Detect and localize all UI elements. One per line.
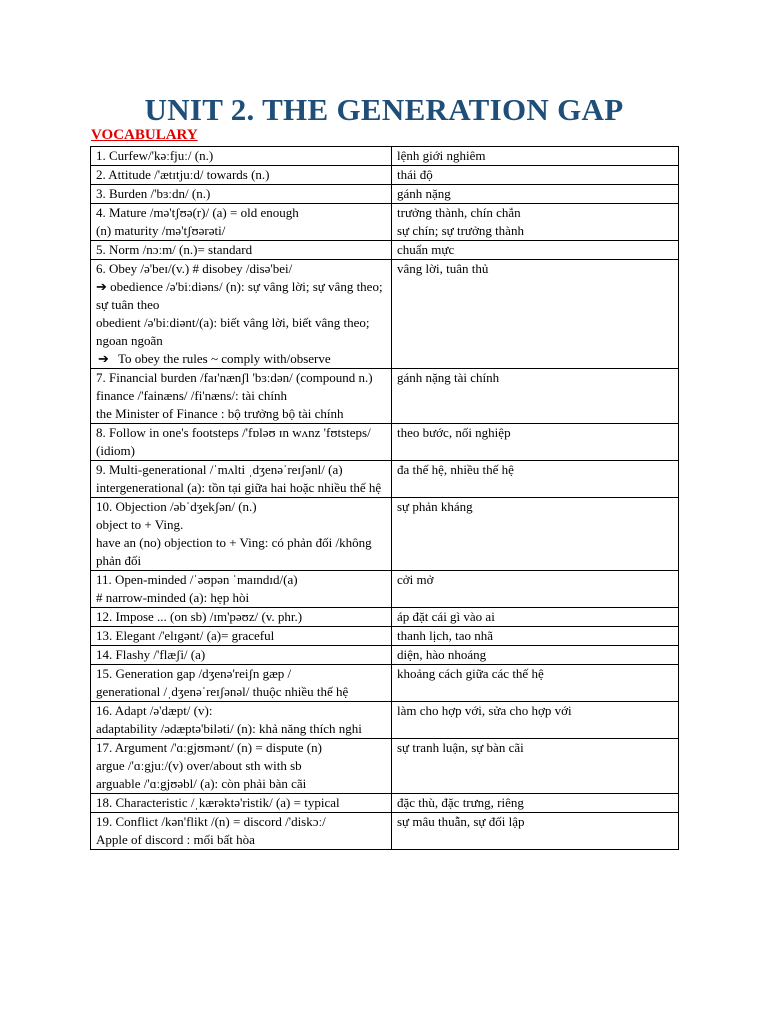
- table-row: [91, 369, 679, 424]
- meaning-line: vâng lời, tuân thủ: [397, 261, 489, 276]
- table-row: [91, 166, 679, 185]
- meaning-cell: [392, 739, 679, 794]
- table-row: [91, 185, 679, 204]
- meaning-cell: [392, 498, 679, 571]
- term-line: 2. Attitude /'ætɪtjuːd/ towards (n.): [96, 167, 270, 182]
- table-row: [91, 260, 679, 369]
- term-cell: [91, 369, 392, 424]
- meaning-line: gánh nặng: [397, 186, 451, 201]
- vocabulary-table: [90, 146, 679, 850]
- meaning-line: chuẩn mực: [397, 242, 455, 257]
- meaning-line: thái độ: [397, 167, 433, 182]
- term-cell: [91, 147, 392, 166]
- term-note: [96, 350, 387, 368]
- term-line: 7. Financial burden /faɪ'nænʃl 'bɜːdən/ (compound n.): [96, 370, 373, 385]
- term-line: arguable /'ɑːgjʊəbl/ (a): còn phải bàn cãi: [96, 776, 307, 791]
- term-cell: [91, 571, 392, 608]
- term-line: 15. Generation gap /dʒenə'reiʃn gæp /: [96, 666, 292, 681]
- meaning-cell: [392, 813, 679, 850]
- meaning-cell: [392, 646, 679, 665]
- meaning-line: thanh lịch, tao nhã: [397, 628, 494, 643]
- term-cell: [91, 646, 392, 665]
- meaning-line: đa thế hệ, nhiều thế hệ: [397, 462, 514, 477]
- page-title: UNIT 2. THE GENERATION GAP: [144, 92, 624, 127]
- meaning-cell: [392, 260, 679, 369]
- term-line: generational /ˌdʒenəˈreɪʃənəl/ thuộc nhiều thế hệ: [96, 684, 349, 699]
- meaning-cell: [392, 461, 679, 498]
- meaning-cell: [392, 608, 679, 627]
- term-line: 14. Flashy /'flæʃi/ (a): [96, 647, 206, 662]
- term-line: obedient /ə'biːdiənt/(a): biết vâng lời, biết vâng theo; ngoan ngoãn: [96, 315, 370, 348]
- table-row: [91, 608, 679, 627]
- term-line: 13. Elegant /'elɪgənt/ (a)= graceful: [96, 628, 275, 643]
- term-line: 12. Impose ... (on sb) /ɪm'pəʊz/ (v. phr.): [96, 609, 303, 624]
- meaning-line: diện, hào nhoáng: [397, 647, 487, 662]
- meaning-line: áp đặt cái gì vào ai: [397, 609, 495, 624]
- table-row: [91, 646, 679, 665]
- meaning-cell: [392, 665, 679, 702]
- table-row: [91, 794, 679, 813]
- table-row: [91, 627, 679, 646]
- meaning-line: gánh nặng tài chính: [397, 370, 500, 385]
- term-cell: [91, 665, 392, 702]
- meaning-cell: [392, 702, 679, 739]
- term-cell: [91, 627, 392, 646]
- term-line: To obey the rules ~ comply with/observe: [118, 351, 331, 366]
- right-arrow-icon: ➔: [98, 351, 109, 366]
- table-row: [91, 241, 679, 260]
- term-cell: [91, 241, 392, 260]
- term-line: 1. Curfew/'kəːfjuː/ (n.): [96, 148, 214, 163]
- table-row: [91, 498, 679, 571]
- term-line: argue /'ɑːgjuː/(v) over/about sth with sb: [96, 758, 302, 773]
- table-row: [91, 813, 679, 850]
- meaning-cell: [392, 627, 679, 646]
- term-cell: [91, 739, 392, 794]
- term-line: the Minister of Finance : bộ trưởng bộ tài chính: [96, 406, 344, 421]
- meaning-cell: [392, 241, 679, 260]
- term-line: 19. Conflict /kən'flikt /(n) = discord /'diskɔː/: [96, 814, 326, 829]
- term-cell: [91, 813, 392, 850]
- meaning-cell: [392, 794, 679, 813]
- section-heading-vocabulary: VOCABULARY: [91, 127, 198, 143]
- term-line: have an (no) objection to + Ving: có phản đối /không phản đối: [96, 535, 372, 568]
- meaning-line: khoảng cách giữa các thế hệ: [397, 666, 544, 681]
- meaning-cell: [392, 204, 679, 241]
- term-cell: [91, 260, 392, 369]
- term-line: 5. Norm /nɔːm/ (n.)= standard: [96, 242, 253, 257]
- term-cell: [91, 185, 392, 204]
- meaning-cell: [392, 369, 679, 424]
- meaning-cell: [392, 424, 679, 461]
- term-cell: [91, 608, 392, 627]
- term-line: object to + Ving.: [96, 517, 184, 532]
- term-cell: [91, 204, 392, 241]
- term-line: intergenerational (a): tồn tại giữa hai hoặc nhiều thế hệ: [96, 480, 382, 495]
- term-line: Apple of discord : mối bất hòa: [96, 832, 255, 847]
- term-line: (n) maturity /mə'tʃʊərəti/: [96, 223, 226, 238]
- table-row: [91, 739, 679, 794]
- term-line: 6. Obey /ə'beɪ/(v.) # disobey /disə'bei/: [96, 261, 293, 276]
- term-line: 4. Mature /mə'tʃʊə(r)/ (a) = old enough: [96, 205, 299, 220]
- term-line: # narrow-minded (a): hẹp hòi: [96, 590, 250, 605]
- term-cell: [91, 794, 392, 813]
- term-line: 10. Objection /əbˈdʒekʃən/ (n.): [96, 499, 257, 514]
- meaning-line: đặc thù, đặc trưng, riêng: [397, 795, 524, 810]
- term-line: 9. Multi-generational /ˈmʌlti ˌdʒenəˈreɪʃənl/ (a): [96, 462, 343, 477]
- term-line: finance /'fainæns/ /fi'næns/: tài chính: [96, 388, 287, 403]
- table-row: [91, 461, 679, 498]
- term-line: ➔ obedience /ə'biːdiəns/ (n): sự vâng lời; sự vâng theo; sự tuân theo: [96, 279, 383, 312]
- term-line: 8. Follow in one's footsteps /'fɒləʊ ɪn wʌnz 'fʊtsteps/ (idiom): [96, 425, 371, 458]
- term-line: adaptability /ədæptə'biləti/ (n): khả năng thích nghi: [96, 721, 362, 736]
- term-cell: [91, 498, 392, 571]
- table-row: [91, 424, 679, 461]
- term-line: 3. Burden /'bɜːdn/ (n.): [96, 186, 211, 201]
- table-row: [91, 665, 679, 702]
- meaning-line: lệnh giới nghiêm: [397, 148, 486, 163]
- meaning-line: sự mâu thuẫn, sự đối lập: [397, 814, 525, 829]
- table-row: [91, 571, 679, 608]
- meaning-cell: [392, 185, 679, 204]
- term-line: 16. Adapt /ə'dæpt/ (v):: [96, 703, 213, 718]
- meaning-line: cởi mở: [397, 572, 434, 587]
- meaning-line: sự tranh luận, sự bàn cãi: [397, 740, 524, 755]
- meaning-line: làm cho hợp với, sửa cho hợp với: [397, 703, 572, 718]
- term-cell: [91, 461, 392, 498]
- meaning-line: sự phản kháng: [397, 499, 473, 514]
- term-cell: [91, 424, 392, 461]
- meaning-cell: [392, 571, 679, 608]
- term-cell: [91, 166, 392, 185]
- table-row: [91, 147, 679, 166]
- meaning-cell: [392, 166, 679, 185]
- meaning-line: sự chín; sự trưởng thành: [397, 223, 524, 238]
- term-line: 18. Characteristic /ˌkærəktə'ristik/ (a) = typical: [96, 795, 340, 810]
- meaning-line: theo bước, nối nghiệp: [397, 425, 511, 440]
- table-row: [91, 702, 679, 739]
- term-cell: [91, 702, 392, 739]
- term-line: 17. Argument /'ɑːgjʊmənt/ (n) = dispute (n): [96, 740, 322, 755]
- term-line: 11. Open-minded /ˈəʊpən ˈmaɪndɪd/(a): [96, 572, 298, 587]
- meaning-cell: [392, 147, 679, 166]
- meaning-line: trưởng thành, chín chắn: [397, 205, 521, 220]
- table-row: [91, 204, 679, 241]
